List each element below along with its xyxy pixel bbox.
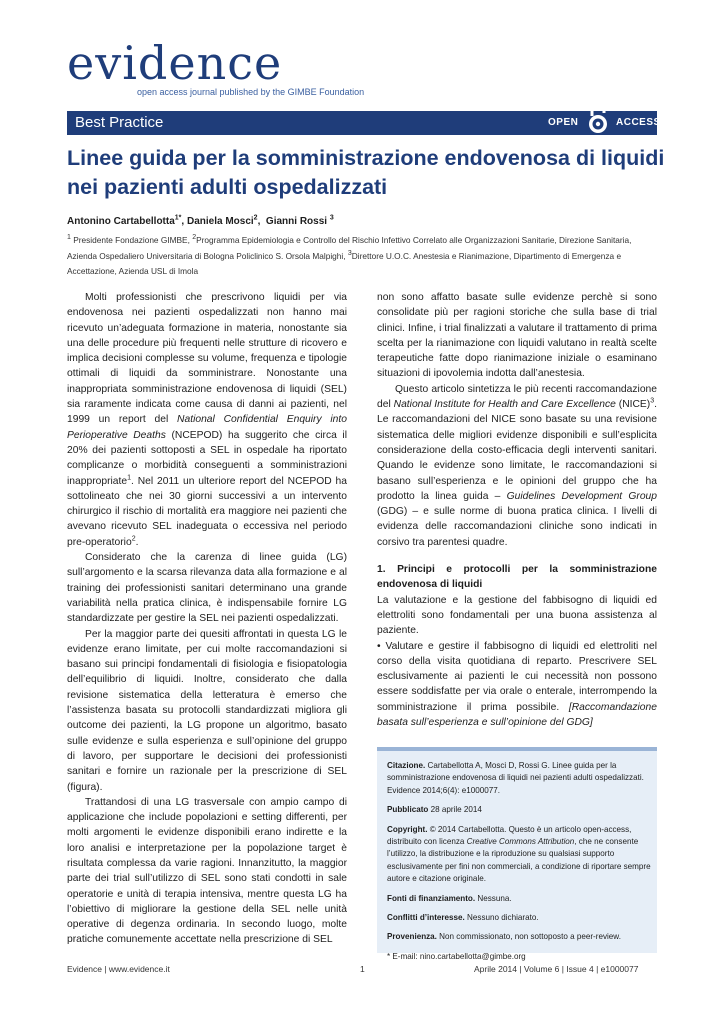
provenance: Provenienza. Non commissionato, non sottoposto a peer-review.: [387, 932, 621, 942]
body-paragraph: Considerato che la carenza di linee guida (LG) sull’argomento e la scarsa rilevanza data alla formazione e al training dei professionisti sanitari determinano una grande variabilità nella pratica clinica, è indispensabile fornire LG standardizzate per gestire la SEL nei pazienti ospedalizzati.: [67, 552, 347, 625]
body-paragraph: La valutazione e la gestione del fabbisogno di liquidi ed elettroliti sono fondamentali per una buona assistenza al paziente.: [377, 594, 657, 637]
affil-mark: 1: [67, 234, 71, 242]
page-number: 1: [360, 964, 365, 974]
copyright: Copyright. © 2014 Cartabellotta. Questo è un articolo open-access, distribuito con licenza Creative Commons Attribution, che ne consente l’utilizzo, la distribuzione e la riproduzione su qualsiasi supporto esclusivamente per fini non commerciali, a condizione di riportare sempre autore e citazione originale.: [387, 824, 651, 884]
journal-logo: evidence: [67, 36, 283, 90]
citation: Citazione. Cartabellotta A, Mosci D, Rossi G. Linee guida per la somministrazione endovenosa di liquidi nei pazienti adulti ospedalizzati. Evidence 2014;6(4): e1000077.: [387, 761, 644, 795]
body-column-right: [377, 290, 657, 730]
author-affil-mark: 1*: [174, 214, 182, 222]
conflicts: Conflitti d’interesse. Nessuno dichiarato.: [387, 913, 539, 923]
affil-text: Presidente Fondazione GIMBE,: [70, 235, 193, 245]
body-paragraph: Per la maggior parte dei quesiti affrontati in questa LG le evidenze erano limitate, per cui molte raccomandazioni si basano sui principi fondamentali di fisiologia e fisiopatologia dell’equilibrio di liquidi. Inoltre, considerato che dalla revisione sistematica della letteratura è emerso che l’assistenza basata su protocolli standardizzati migliora gli outcome dei pazienti, la LG propone un algoritmo, basato sulle evidenze e sulla esperienza e sull’opinione del gruppo di lavoro, per supportare le decisioni dei professionisti sanitari e fornire un razionale per la prescrizione di SEL (figura).: [67, 628, 347, 793]
author-name: Antonino Cartabellotta: [67, 216, 175, 227]
affil-mark: 3: [347, 249, 352, 257]
journal-tagline: open access journal published by the GIMBE Foundation: [137, 87, 365, 97]
author-name: Daniela Mosci: [186, 216, 254, 227]
author-affil-mark: 3: [329, 214, 334, 222]
affil-text: Direttore U.O.C. Anestesia e Rianimazione, Dipartimento di Emergenza e Accettazione, Azienda USL di Imola: [67, 250, 622, 276]
recommendation-item: • Valutare e gestire il fabbisogno di liquidi ed elettroliti nel corso della visita quotidiana di reparto. Prescrivere SEL esclusivamente ai pazienti le cui necessità non possono essere soddisfatte per via orale o enterale, interrompendo la somministrazione il prima possibile. [Raccomandazione basata sull’esperienza e sull’opinione del GDG]: [377, 640, 657, 729]
open-access-access-label: ACCESS: [616, 117, 661, 128]
open-access-open-label: OPEN: [548, 117, 579, 128]
section-heading: 1. Principi e protocolli per la somministrazione endovenosa di liquidi: [377, 564, 657, 591]
article-authors: Antonino Cartabellotta$^{1*}$, Daniela Mosci$^2$, Gianni Rossi $^3$: [67, 214, 334, 227]
body-column-left: [67, 290, 347, 948]
contact-email[interactable]: * E-mail: nino.cartabellotta@gimbe.org: [387, 951, 526, 961]
body-paragraph: Trattandosi di una LG trasversale con ampio campo di applicazione che include popolazioni e setting differenti, per molti argomenti le evidenze disponibili erano indirette e la loro analisi e interpretazione per la popolazione target è risultata complessa da varie ragioni. Innanzitutto, la maggior parte dei trial sull’utilizzo di SEL sono stati condotti in sale operatorie e unità di terapia intensiva, mentre questa LG ha l’obiettivo di migliorare la gestione della SEL nelle unità operative di degenza ordinaria. In secondo luogo, molte pratiche comunemente accettate nella prescrizione di SEL: [67, 796, 347, 946]
author-affiliations: [67, 233, 657, 280]
section-label: Best Practice: [75, 114, 164, 131]
article-title: Linee guida per la somministrazione endovenosa di liquidi nei pazienti adulti ospedalizzati: [67, 146, 665, 199]
affil-mark: 2: [192, 234, 197, 242]
body-paragraph-continued: non sono affatto basate sulle evidenze perchè si sono consolidate più per ragioni storiche che sulla base di trial clinici. Infine, i trial finalizzati a valutare il trattamento di prima scelta per la rianimazione con liquidi valutano in realtà scelte terapeutiche fatte dopo rianimazione iniziale o esaminano situazioni di ipovolemia indotta dall’anestesia.: [377, 292, 657, 380]
author-name: Gianni Rossi: [265, 216, 328, 227]
funding: Fonti di finanziamento. Nessuna.: [387, 893, 512, 903]
body-paragraph: Molti professionisti che prescrivono liquidi per via endovenosa nei pazienti ospedalizzati non hanno mai ricevuto un’adeguata formazione in materia, nonostante sia una delle procedure più frequenti nelle strutture di ricovero e implica decisioni complesse su volume, frequenza e tipologie ottimali di liquidi da somministrare. Nonostante una inappropriata somministrazione endovenosa di liquidi (SEL) sia raramente indicata come causa di danni ai pazienti, nel 1999 un report del National Confidential Enquiry into Perioperative Deaths (NCEPOD) ha suggerito che circa il 20% dei pazienti sottoposti a SEL in ospedale ha riportato complicanze o morbidità conseguenti a somministrazioni inappropriate$^1$. Nel 2011 un ulteriore report del NCEPOD ha sottolineato che nei 30 giorni successivi a un intervento chirurgico il rischio di mortalità era maggiore nei pazienti che avevano ricevuto SEL inadeguata o eccessiva nel periodo pre-operatorio$^2$.: [67, 292, 347, 548]
published-date: Pubblicato 28 aprile 2014: [387, 805, 482, 815]
article-info-box: [377, 747, 657, 961]
body-paragraph: Questo articolo sintetizza le più recenti raccomandazione del National Institute for Health and Care Excellence (NICE)$^3$. Le raccomandazioni del NICE sono basate su una revisione sistematica delle migliori evidenze disponibili e sull’esplicita considerazione della costo-efficacia degli interventi sanitari. Quando le evidenze sono limitate, le raccomandazioni si basano sull’esperienza e le opinioni del gruppo che ha prodotto la linea guida – Guidelines Development Group (GDG) – e sulle norme di buona pratica clinica. I livelli di evidenza delle raccomandazioni cliniche sono indicati in corsivo tra parentesi quadre.: [377, 383, 658, 548]
footer-journal: Evidence | www.evidence.it: [67, 964, 170, 974]
footer-issue: Aprile 2014 | Volume 6 | Issue 4 | e1000077: [474, 964, 639, 974]
affil-text: Programma Epidemiologia e Controllo del Rischio Infettivo Correlato alle Organizzazioni Sanitarie, Direzione Sanitaria, Azienda Ospedaliero Universitaria di Bologna Policlinico S. Orsola Malpighi,: [67, 235, 632, 261]
author-affil-mark: 2: [253, 214, 258, 222]
open-access-lock-icon: [585, 103, 611, 135]
